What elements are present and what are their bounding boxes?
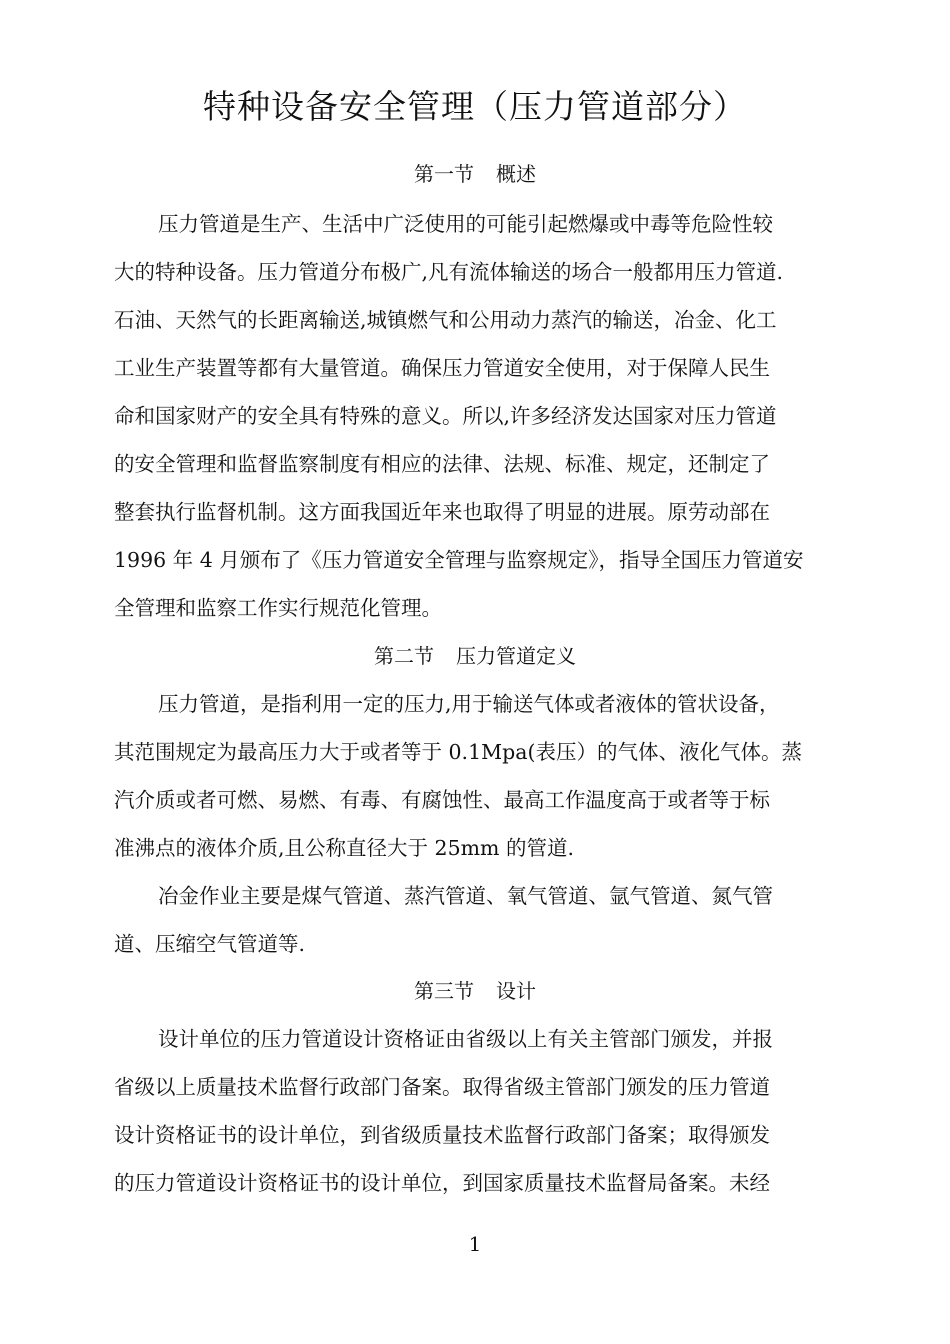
text-line: 命和国家财产的安全具有特殊的意义。所以,许多经济发达国家对压力管道 (114, 404, 777, 428)
text-line: 压力管道是生产、生活中广泛使用的可能引起燃爆或中毒等危险性较 (158, 212, 773, 236)
section-heading-2 (0, 642, 950, 670)
text-line: 汽介质或者可燃、易燃、有毒、有腐蚀性、最高工作温度高于或者等于标 (114, 788, 770, 812)
section-name: 压力管道定义 (456, 644, 576, 668)
text-line: 准沸点的液体介质,且公称直径大于 25mm 的管道. (114, 836, 575, 860)
section-number: 第二节 (374, 644, 434, 668)
text-line: 的压力管道设计资格证书的设计单位，到国家质量技术监督局备案。未经 (114, 1171, 770, 1195)
text-line: 道、压缩空气管道等. (114, 932, 306, 956)
section-name: 概述 (496, 162, 536, 186)
text-line: 冶金作业主要是煤气管道、蒸汽管道、氧气管道、氩气管道、氮气管 (158, 884, 773, 908)
section-heading-1 (0, 160, 950, 188)
text-line: 其范围规定为最高压力大于或者等于 0.1Mpa(表压）的气体、液化气体。蒸 (114, 740, 802, 764)
section-heading-3 (0, 977, 950, 1005)
text-line: 1996 年 4 月颁布了《压力管道安全管理与监察规定》，指导全国压力管道安 (114, 548, 804, 572)
document-title: 特种设备安全管理（压力管道部分） (203, 87, 747, 126)
text-line: 设计单位的压力管道设计资格证由省级以上有关主管部门颁发，并报 (158, 1027, 773, 1051)
section-number: 第三节 (414, 979, 474, 1003)
text-line: 工业生产装置等都有大量管道。确保压力管道安全使用，对于保障人民生 (114, 356, 770, 380)
text-line: 设计资格证书的设计单位，到省级质量技术监督行政部门备案；取得颁发 (114, 1123, 770, 1147)
text-line: 压力管道，是指利用一定的压力,用于输送气体或者液体的管状设备， (158, 692, 780, 716)
text-line: 省级以上质量技术监督行政部门备案。取得省级主管部门颁发的压力管道 (114, 1075, 770, 1099)
text-line: 整套执行监督机制。这方面我国近年来也取得了明显的进展。原劳动部在 (114, 500, 770, 524)
text-line: 石油、天然气的长距离输送,城镇燃气和公用动力蒸汽的输送，冶金、化工 (114, 308, 777, 332)
section-number: 第一节 (414, 162, 474, 186)
text-line: 大的特种设备。压力管道分布极广,凡有流体输送的场合一般都用压力管道. (114, 260, 784, 284)
section-name: 设计 (496, 979, 536, 1003)
text-line: 全管理和监察工作实行规范化管理。 (114, 596, 442, 620)
text-line: 的安全管理和监督监察制度有相应的法律、法规、标准、规定，还制定了 (114, 452, 770, 476)
page-number: 1 (468, 1232, 482, 1256)
